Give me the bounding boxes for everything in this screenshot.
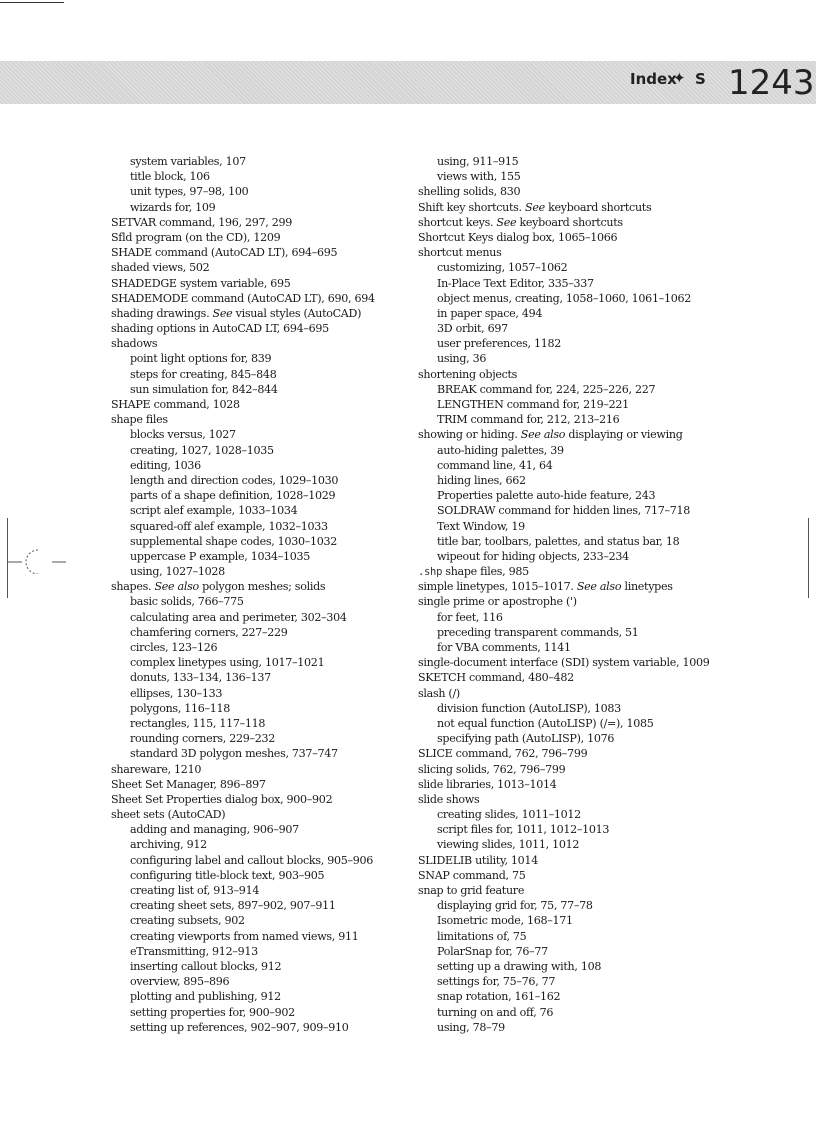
index-entry: SHAPE command, 1028 [111, 398, 240, 411]
index-subentry: wizards for, 109 [130, 200, 216, 214]
index-subentry: setting up references, 902–907, 909–910 [130, 1020, 349, 1034]
index-subentry: plotting and publishing, 912 [130, 990, 281, 1004]
index-subentry: settings for, 75–76, 77 [437, 975, 556, 989]
index-entry: single-document interface (SDI) system variable, 1009 [418, 656, 710, 670]
index-subentry: point light options for, 839 [130, 352, 272, 366]
index-subentry: rectangles, 115, 117–118 [130, 716, 266, 730]
index-subentry: chamfering corners, 227–229 [130, 625, 288, 639]
header-band [0, 61, 816, 104]
index-entry: shortcut menus [418, 246, 502, 260]
index-subentry: parts of a shape definition, 1028–1029 [130, 489, 336, 503]
index-entry: slide shows [418, 792, 480, 806]
index-subentry: title block, 106 [130, 170, 210, 184]
index-subentry: snap rotation, 161–162 [437, 990, 561, 1004]
index-entry: .shp shape files, 985 [418, 565, 529, 579]
index-entry: shareware, 1210 [111, 762, 202, 776]
index-subentry: object menus, creating, 1058–1060, 1061–1062 [437, 291, 691, 305]
index-entry: SLICE command, 762, 796–799 [418, 747, 588, 761]
index-subentry: In-Place Text Editor, 335–337 [437, 276, 594, 290]
index-subentry: creating viewports from named views, 911 [130, 929, 359, 943]
index-subentry: setting properties for, 900–902 [130, 1005, 295, 1019]
index-subentry: not equal function (AutoLISP) (/=), 1085 [437, 716, 654, 730]
index-entry: shelling solids, 830 [418, 185, 521, 199]
index-entry: shading drawings. See visual styles (AutoCAD) [111, 306, 362, 320]
index-entry: shortening objects [418, 367, 518, 381]
index-subentry: sun simulation for, 842–844 [130, 382, 278, 396]
index-subentry: for VBA comments, 1141 [437, 641, 571, 654]
header-section-label: Index [630, 70, 677, 88]
index-subentry: steps for creating, 845–848 [130, 367, 277, 381]
index-subentry: SOLDRAW command for hidden lines, 717–718 [437, 504, 691, 518]
index-entry: Sheet Set Properties dialog box, 900–902 [111, 792, 333, 806]
index-subentry: Text Window, 19 [437, 519, 525, 533]
index-subentry: unit types, 97–98, 100 [130, 185, 249, 199]
index-subentry: creating subsets, 902 [130, 914, 245, 928]
index-entry: shapes. See also polygon meshes; solids [111, 580, 326, 594]
index-subentry: limitations of, 75 [437, 929, 527, 943]
index-subentry: creating slides, 1011–1012 [437, 808, 581, 822]
page-number: 1243 [728, 63, 815, 103]
index-subentry: archiving, 912 [130, 838, 207, 852]
index-entry: Sheet Set Manager, 896–897 [111, 777, 266, 791]
index-entry: shading options in AutoCAD LT, 694–695 [111, 322, 329, 336]
index-subentry: blocks versus, 1027 [130, 428, 236, 442]
top-rule [0, 2, 64, 3]
index-subentry: uppercase P example, 1034–1035 [130, 549, 311, 563]
crop-line-right [808, 518, 809, 598]
index-subentry: overview, 895–896 [130, 975, 230, 989]
index-subentry: preceding transparent commands, 51 [437, 625, 639, 639]
index-subentry: BREAK command for, 224, 225–226, 227 [437, 382, 656, 396]
index-subentry: basic solids, 766–775 [130, 595, 244, 609]
index-subentry: 3D orbit, 697 [437, 322, 508, 336]
index-subentry: system variables, 107 [130, 155, 246, 168]
index-entry: Sfld program (on the CD), 1209 [111, 230, 281, 244]
index-subentry: using, 78–79 [437, 1020, 505, 1034]
index-subentry: supplemental shape codes, 1030–1032 [130, 534, 337, 548]
index-subentry: script files for, 1011, 1012–1013 [437, 823, 610, 837]
index-entry: slicing solids, 762, 796–799 [418, 762, 566, 776]
index-entry: slash (/) [418, 686, 460, 700]
index-subentry: using, 1027–1028 [130, 565, 225, 579]
index-subentry: using, 36 [437, 352, 487, 366]
index-subentry: inserting callout blocks, 912 [130, 959, 282, 973]
crop-mark-icon [8, 548, 68, 574]
index-entry: SLIDELIB utility, 1014 [418, 853, 538, 867]
index-subentry: hiding lines, 662 [437, 473, 526, 487]
index-subentry: views with, 155 [437, 170, 521, 184]
index-subentry: Properties palette auto-hide feature, 243 [437, 489, 656, 503]
index-entry: SHADE command (AutoCAD LT), 694–695 [111, 246, 338, 260]
index-subentry: configuring label and callout blocks, 905–906 [130, 853, 373, 867]
index-column-right [418, 154, 718, 1035]
index-subentry: script alef example, 1033–1034 [130, 504, 298, 518]
index-entry: Shortcut Keys dialog box, 1065–1066 [418, 230, 618, 244]
index-subentry: LENGTHEN command for, 219–221 [437, 398, 629, 411]
index-subentry: PolarSnap for, 76–77 [437, 944, 548, 958]
index-entry: SNAP command, 75 [418, 868, 526, 882]
index-entry: shortcut keys. See keyboard shortcuts [418, 215, 623, 229]
index-subentry: Isometric mode, 168–171 [437, 914, 573, 928]
index-subentry: length and direction codes, 1029–1030 [130, 473, 339, 487]
index-subentry: rounding corners, 229–232 [130, 732, 276, 746]
index-subentry: customizing, 1057–1062 [437, 261, 568, 275]
index-subentry: setting up a drawing with, 108 [437, 959, 602, 973]
index-subentry: complex linetypes using, 1017–1021 [130, 656, 325, 670]
index-subentry: donuts, 133–134, 136–137 [130, 671, 271, 685]
index-subentry: ellipses, 130–133 [130, 686, 223, 700]
index-entry: SHADEDGE system variable, 695 [111, 276, 291, 290]
index-subentry: auto-hiding palettes, 39 [437, 443, 564, 457]
diamond-icon: ✦ [673, 69, 686, 87]
index-subentry: wipeout for hiding objects, 233–234 [437, 549, 629, 563]
index-subentry: command line, 41, 64 [437, 458, 553, 472]
index-subentry: creating sheet sets, 897–902, 907–911 [130, 899, 336, 913]
index-subentry: creating, 1027, 1028–1035 [130, 443, 274, 457]
index-subentry: squared-off alef example, 1032–1033 [130, 519, 328, 533]
index-subentry: standard 3D polygon meshes, 737–747 [130, 747, 338, 761]
index-subentry: division function (AutoLISP), 1083 [437, 701, 621, 715]
index-subentry: configuring title-block text, 903–905 [130, 868, 325, 882]
index-subentry: user preferences, 1182 [437, 337, 562, 351]
index-subentry: circles, 123–126 [130, 641, 218, 654]
index-subentry: viewing slides, 1011, 1012 [437, 838, 580, 852]
index-entry: shadows [111, 337, 158, 351]
index-entry: showing or hiding. See also displaying or viewing [418, 428, 683, 442]
index-entry: slide libraries, 1013–1014 [418, 777, 557, 791]
index-subentry: turning on and off, 76 [437, 1005, 554, 1019]
index-subentry: calculating area and perimeter, 302–304 [130, 610, 347, 624]
header-letter: S [695, 70, 706, 88]
index-subentry: displaying grid for, 75, 77–78 [437, 899, 593, 913]
index-entry: Shift key shortcuts. See keyboard shortcuts [418, 200, 652, 214]
index-subentry: title bar, toolbars, palettes, and status bar, 18 [437, 534, 680, 548]
index-entry: SHADEMODE command (AutoCAD LT), 690, 694 [111, 291, 375, 305]
index-entry: snap to grid feature [418, 884, 525, 897]
index-subentry: for feet, 116 [437, 610, 503, 624]
index-entry: shaded views, 502 [111, 261, 210, 275]
index-entry: simple linetypes, 1015–1017. See also linetypes [418, 580, 673, 594]
index-subentry: TRIM command for, 212, 213–216 [437, 413, 620, 427]
index-entry: SKETCH command, 480–482 [418, 671, 574, 685]
index-subentry: editing, 1036 [130, 458, 201, 472]
index-subentry: in paper space, 494 [437, 306, 543, 320]
index-subentry: eTransmitting, 912–913 [130, 944, 258, 958]
index-entry: shape files [111, 413, 168, 427]
index-entry: SETVAR command, 196, 297, 299 [111, 215, 293, 229]
index-subentry: adding and managing, 906–907 [130, 823, 299, 837]
index-entry: single prime or apostrophe (') [418, 595, 577, 609]
index-entry: sheet sets (AutoCAD) [111, 808, 226, 822]
index-subentry: polygons, 116–118 [130, 701, 231, 715]
index-column-left [111, 154, 411, 1035]
index-subentry: specifying path (AutoLISP), 1076 [437, 732, 615, 746]
index-subentry: creating list of, 913–914 [130, 884, 260, 897]
index-subentry: using, 911–915 [437, 155, 519, 168]
